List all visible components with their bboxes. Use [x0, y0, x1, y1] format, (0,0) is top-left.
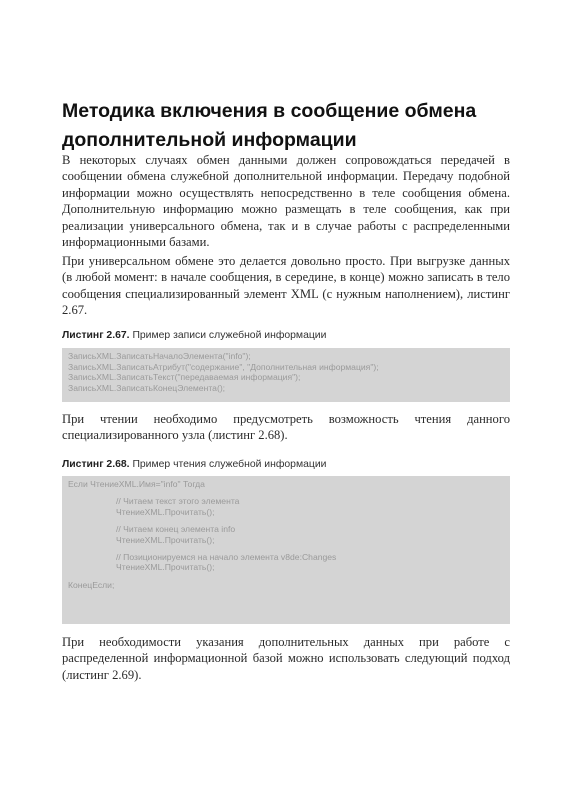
section-heading: Методика включения в сообщение обмена дополнительной информации	[62, 100, 477, 151]
listing-268-label: Листинг 2.68.	[62, 459, 130, 470]
listing-268-caption	[62, 458, 326, 471]
code-line: Если ЧтениеXML.Имя="info" Тогда	[68, 479, 205, 489]
code-line: ЗаписьXML.ЗаписатьАтрибут("содержание", "Дополнительная информация");	[68, 361, 379, 372]
code-comment-line: // Читаем текст этого элемента	[116, 496, 240, 507]
listing-268-code-block	[62, 476, 510, 624]
code-line: ЧтениеXML.Прочитать();	[116, 506, 215, 517]
paragraph-intro: В некоторых случаях обмен данными должен сопровождаться передачей в сообщении обмена служебной дополнительной информации. Передачу подобной информации можно осуществлять непосредственно в теле сообщения обмена. Дополнительную информацию можно размещать в теле сообщения, как при реализации универсального обмена, так и в случае работы с распределенными информационными базами.	[62, 153, 510, 250]
paragraph-distributed: При необходимости указания дополнительных данных при работе с распределенной информационной базой можно использовать следующий подход (листинг 2.69).	[62, 635, 510, 682]
code-line: ЧтениеXML.Прочитать();	[116, 562, 215, 573]
code-comment-line: // Читаем конец элемента info	[116, 524, 236, 535]
code-line: ЗаписьXML.ЗаписатьКонецЭлемента();	[68, 382, 226, 393]
paragraph-reading: При чтении необходимо предусмотреть возможность чтения данного специализированного узла (листинг 2.68).	[62, 412, 510, 443]
code-comment-line: // Позиционируемся на начало элемента v8de:Changes	[116, 552, 337, 563]
listing-267-code-block	[62, 348, 510, 402]
code-line: ЧтениеXML.Прочитать();	[116, 534, 215, 545]
code-line: ЗаписьXML.ЗаписатьТекст("передаваемая информация");	[68, 372, 301, 383]
listing-267-label: Листинг 2.67.	[62, 330, 130, 341]
listing-267-title: Пример записи служебной информации	[132, 330, 327, 341]
listing-268-title: Пример чтения служебной информации	[132, 459, 327, 470]
code-line: ЗаписьXML.ЗаписатьНачалоЭлемента("info");	[68, 351, 251, 361]
listing-267-caption	[62, 329, 326, 342]
code-line: КонецЕсли;	[68, 579, 115, 590]
paragraph-universal-exchange: При универсальном обмене это делается довольно просто. При выгрузке данных (в любой момент: в начале сообщения, в середине, в конце) можно записать в тело сообщения специализированный элемент XML (с нужным наполнением), листинг 2.67.	[62, 254, 510, 318]
